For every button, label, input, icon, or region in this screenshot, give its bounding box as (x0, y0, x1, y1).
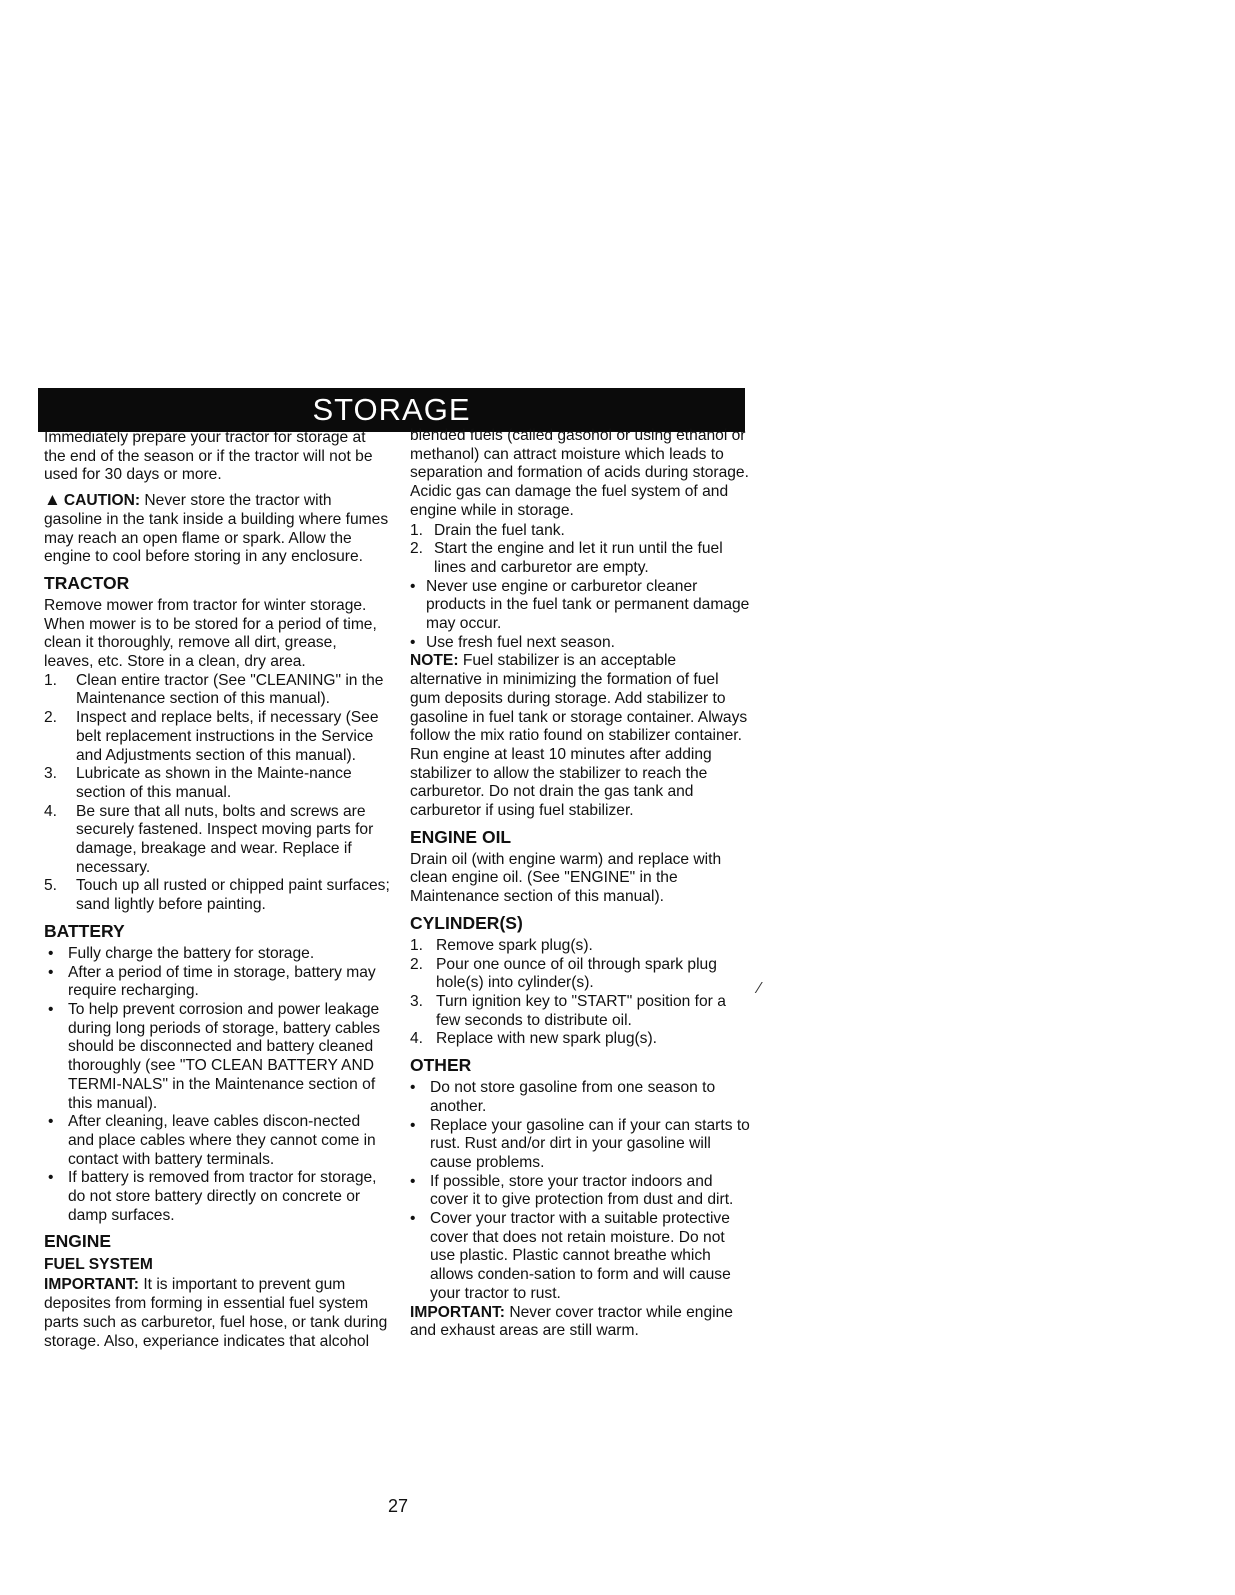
list-item: 1. Drain the fuel tank. (410, 521, 565, 539)
fuel-steps-list (410, 522, 750, 578)
list-item: • Use fresh fuel next season. (410, 633, 615, 651)
page-number: 27 (388, 1496, 409, 1516)
list-item: • Do not store gasoline from one season to another. (410, 1079, 716, 1115)
stray-mark: ⁄ (758, 980, 761, 997)
fuel-important-continued: blended fuels (called gasohol or using ethanol or methanol) can attract moisture which leads to separation and formation of acids during storage. Acidic gas can damage the fuel system of and engine while in storage. (410, 427, 749, 519)
other-list (410, 1079, 750, 1303)
other-heading: OTHER (410, 1055, 472, 1076)
fuel-important-text: It is important to prevent gum deposites from forming in essential fuel system parts such as carburetor, fuel hose, or tank during storage. Also, experiance indicates that alcohol (44, 1276, 388, 1350)
warning-triangle-icon: ▲ (44, 490, 61, 510)
list-item: 2. Inspect and replace belts, if necessary (See belt replacement instructions in the Service and Adjustments section of this manual). (44, 709, 379, 764)
list-item: 1. Clean entire tractor (See "CLEANING" in the Maintenance section of this manual). (44, 671, 384, 708)
important-label: IMPORTANT: (44, 1276, 139, 1294)
list-item: • If battery is removed from tractor for storage, do not store battery directly on concrete or damp surfaces. (48, 1169, 377, 1224)
list-item: • After a period of time in storage, battery may require recharging. (48, 963, 376, 1000)
list-item: 4. Be sure that all nuts, bolts and screws are securely fastened. Inspect moving parts for damage, breakage and wear. Replace if necessary. (44, 802, 374, 876)
list-item: • To help prevent corrosion and power leakage during long periods of storage, battery cables should be disconnected and battery cleaned thoroughly (see "TO CLEAN BATTERY AND TERMI-NALS" in the Maintenance section of this manual). (48, 1000, 381, 1112)
list-item: • If possible, store your tractor indoors and cover it to give protection from dust and dirt. (410, 1172, 734, 1209)
list-item: 4. Replace with new spark plug(s). (410, 1030, 658, 1048)
caution-text: Never store the tractor with gasoline in the tank inside a building where fumes may reach an open flame or spark. Allow the engine to cool before storing in any enclosure. (44, 492, 389, 566)
other-important-text: Never cover tractor while engine and exhaust areas are still warm. (410, 1303, 733, 1340)
storage-title-banner (38, 388, 745, 432)
tractor-heading: TRACTOR (44, 572, 130, 593)
list-item: 5. Touch up all rusted or chipped paint surfaces; sand lightly before painting. (44, 877, 390, 914)
list-item: 2. Pour one ounce of oil through spark plug hole(s) into cylinder(s). (410, 955, 717, 992)
page-title: STORAGE (312, 392, 471, 427)
list-item: • Never use engine or carburetor cleaner products in the fuel tank or permanent damage may occur. (410, 577, 750, 633)
note-text: Fuel stabilizer is an acceptable alternative in minimizing the formation of fuel gum deposits during storage. Add stabilizer to gasoline in fuel tank or storage container. Always follow the mix ratio found on stabilizer container. Run engine at least 10 minutes after adding stabilizer to allow the stabilizer to reach the carburetor. Do not drain the gas tank and carburetor if using fuel stabilizer. (410, 652, 748, 820)
list-item: • Fully charge the battery for storage. (48, 944, 315, 962)
battery-list (44, 945, 390, 1226)
list-item: 1. Remove spark plug(s). (410, 936, 593, 954)
battery-heading: BATTERY (44, 920, 125, 941)
engine-oil-heading: ENGINE OIL (410, 826, 512, 847)
fuel-system-heading: FUEL SYSTEM (44, 1256, 153, 1274)
engine-heading: ENGINE (44, 1231, 112, 1252)
fuel-bullets-list (410, 578, 750, 653)
tractor-steps-list (44, 672, 390, 915)
right-column (410, 427, 750, 1341)
other-important-paragraph (410, 1304, 750, 1341)
other-important-label: IMPORTANT: (410, 1303, 505, 1321)
left-column (44, 429, 390, 1351)
note-label: NOTE: (410, 652, 459, 670)
fuel-important-paragraph (44, 1276, 390, 1351)
note-paragraph (410, 652, 750, 820)
list-item: 3. Turn ignition key to "START" position for a few seconds to distribute oil. (410, 992, 726, 1029)
caution-notice (44, 491, 390, 567)
engine-oil-text: Drain oil (with engine warm) and replace with clean engine oil. (See "ENGINE" in the Maintenance section of this manual). (410, 850, 722, 906)
cylinders-heading: CYLINDER(S) (410, 912, 523, 933)
list-item: 3. Lubricate as shown in the Mainte-nance section of this manual. (44, 765, 352, 801)
list-item: 2. Start the engine and let it run until the fuel lines and carburetor are empty. (410, 540, 723, 576)
list-item: • Replace your gasoline can if your can starts to rust. Rust and/or dirt in your gasoline will cause problems. (410, 1116, 750, 1171)
tractor-intro: Remove mower from tractor for winter storage. When mower is to be stored for a period of time, clean it thoroughly, remove all dirt, grease, leaves, etc. Store in a clean, dry area. (44, 596, 377, 671)
intro-paragraph: Immediately prepare your tractor for storage at the end of the season or if the tractor will not be used for 30 days or more. (44, 429, 373, 484)
list-item: • After cleaning, leave cables discon-nected and place cables where they cannot come in contact with battery terminals. (48, 1113, 376, 1168)
caution-label: CAUTION: (63, 492, 141, 510)
cylinders-steps-list (410, 937, 750, 1049)
list-item: • Cover your tractor with a suitable protective cover that does not retain moisture. Do not use plastic. Plastic cannot breathe which allows conden-sation to form and will cause your tractor to rust. (410, 1210, 731, 1302)
